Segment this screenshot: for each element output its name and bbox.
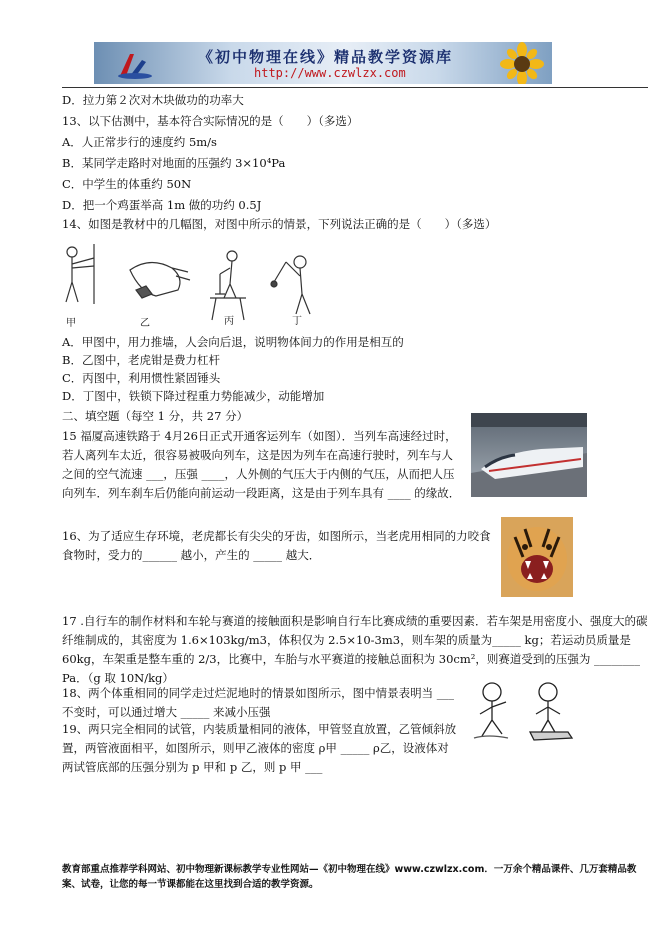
train-photo [471, 413, 587, 497]
q14-figure [60, 238, 340, 330]
q14-option-c: C．丙图中，利用惯性紧固锤头 [62, 371, 221, 385]
q15-text: 15 福厦高速铁路于 4月26日正式开通客运列车（如图）．当列车高速经过时，若人离列车太近，很容易被吸向列车，这是因为列车在高速行驶时，列车与人之间的空气流速 ___，压强 ____，人外侧的气压大于内侧的气压，从而把人压向列车．列车刹车后仍能向前运动一段距离，这是由于列车具有 ____ 的缘故． [62, 429, 461, 500]
figure-label-ding: 丁 [292, 316, 302, 327]
q19-text: 19、两只完全相同的试管，内装质量相同的液体，甲管竖直放置，乙管倾斜放置，两管液面相平，如图所示，则甲乙液体的密度 ρ甲 _____ ρ乙，设液体对两试管底部的压强分别为 p 甲和 p 乙，则 p 甲 ___ [62, 722, 457, 774]
banner-url[interactable]: http://www.czwlzx.com [254, 66, 406, 80]
q14-option-a: A．甲图中，用力推墙，人会向后退，说明物体间力的作用是相互的 [62, 335, 404, 349]
q14-option-b: B．乙图中，老虎钳是费力杠杆 [62, 353, 220, 367]
figure-label-bing: 丙 [224, 316, 234, 327]
site-logo-icon [116, 48, 154, 80]
q18-figure [468, 680, 578, 742]
q13-stem: 13、以下估测中，基本符合实际情况的是（ ）（多选） [62, 114, 359, 128]
section-title: 二、填空题（每空 1 分，共 27 分） [62, 409, 249, 423]
q13-option-c: C．中学生的体重约 50N [62, 177, 192, 191]
q14-stem: 14、如图是教材中的几幅图，对图中所示的情景，下列说法正确的是（ ）（多选） [62, 217, 497, 231]
q16-text: 16、为了适应生存环境，老虎都长有尖尖的牙齿，如图所示，当老虎用相同的力咬食食物时，受力的______ 越小，产生的 _____ 越大． [62, 529, 491, 562]
q13-option-a: A．人正常步行的速度约 5m/s [62, 135, 217, 149]
banner-title: 《初中物理在线》精品教学资源库 [198, 48, 454, 66]
figure-label-yi: 乙 [140, 318, 150, 329]
q13-option-b: B．某同学走路时对地面的压强约 3×10⁴Pa [62, 156, 286, 170]
sunflower-icon [490, 42, 552, 84]
header-divider [62, 87, 648, 88]
tiger-photo [501, 517, 573, 597]
page-footer: 教育部重点推荐学科网站、初中物理新课标教学专业性网站—《初中物理在线》www.czwlzx.com．一万余个精品课件、几万套精品教案、试卷，让您的每一节课都能在这里找到合适的教学资源。 [62, 864, 637, 890]
q12-option-d: D．拉力第２次对木块做功的功率大 [62, 93, 244, 107]
q18-text: 18、两个体重相同的同学走过烂泥地时的情景如图所示，图中情景表明当 ___不变时，可以通过增大 _____ 来减小压强 [62, 686, 455, 719]
q13-option-d: D．把一个鸡蛋举高 1m 做的功约 0.5J [62, 198, 262, 212]
q17-text: 17 .自行车的制作材料和车轮与赛道的接触面积是影响自行车比赛成绩的重要因素．若车架是用密度小、强度大的碳纤维制成的，其密度为 1.6×103kg/m3，体积仅为 2.5×10-3m3，则车架的质量为_____ kg；若运动员质量是 60kg，车架重是整车重的 2/3，比赛中，车胎与水平赛道的接触总面积为 30cm²，则赛道受到的压强为 ________ Pa．（g 取 10N/kg） [62, 614, 648, 685]
q14-option-d: D．丁图中，铁锁下降过程重力势能减少，动能增加 [62, 389, 325, 403]
header-banner [94, 42, 552, 84]
figure-label-jia: 甲 [66, 318, 76, 329]
